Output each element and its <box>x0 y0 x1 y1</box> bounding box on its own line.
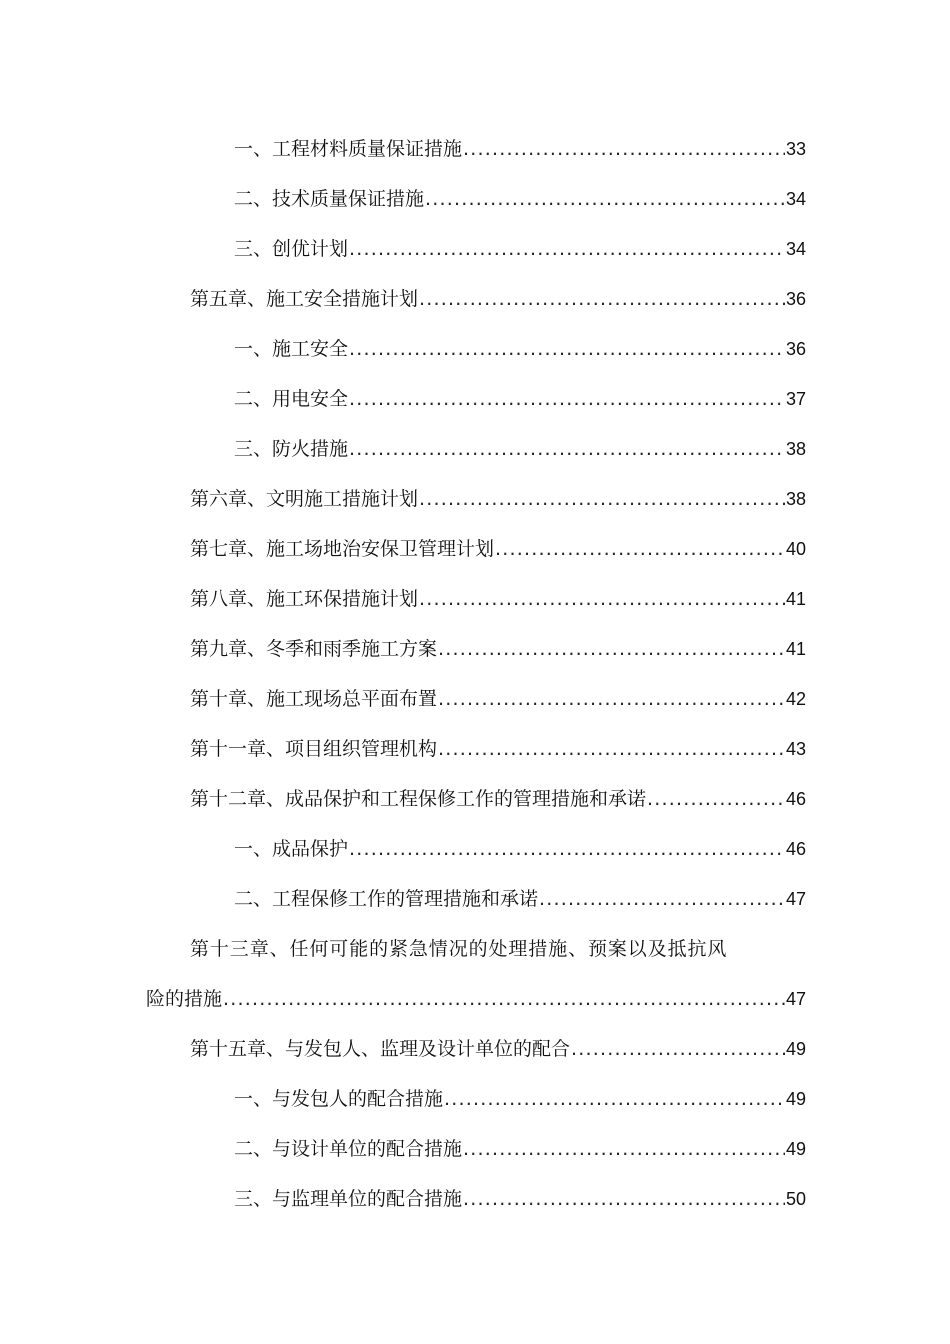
toc-page-number: 49 <box>785 1089 806 1109</box>
toc-dot-leader <box>438 724 785 774</box>
toc-entry-title: 三、防火措施 <box>234 438 349 460</box>
toc-dot-leader <box>438 624 785 674</box>
toc-entry-title: 第十一章、项目组织管理机构 <box>190 738 438 760</box>
toc-entry[interactable] <box>0 874 950 924</box>
toc-entry[interactable] <box>0 724 950 774</box>
toc-page-number: 33 <box>785 139 806 159</box>
toc-entry[interactable] <box>0 1124 950 1174</box>
toc-dot-leader <box>419 474 785 524</box>
toc-entry-title: 二、技术质量保证措施 <box>234 188 425 210</box>
toc-dot-leader <box>444 1074 785 1124</box>
toc-page-number: 41 <box>785 589 806 609</box>
toc-entry[interactable] <box>0 274 950 324</box>
toc-page-number: 36 <box>785 289 806 309</box>
toc-entry[interactable] <box>0 374 950 424</box>
toc-dot-leader <box>495 524 785 574</box>
toc-entry-title-line2: 险的措施 <box>146 988 223 1010</box>
toc-entry-title: 一、施工安全 <box>234 338 349 360</box>
toc-entry[interactable] <box>0 774 950 824</box>
toc-page-number: 46 <box>785 839 806 859</box>
toc-page-number: 34 <box>785 239 806 259</box>
toc-entry-title-line1: 第十三章、任何可能的紧急情况的处理措施、预案以及抵抗风 <box>190 938 728 960</box>
toc-entry-wrapped-second-line[interactable] <box>0 974 950 1024</box>
toc-entry-title: 一、成品保护 <box>234 838 349 860</box>
toc-entry-title: 一、与发包人的配合措施 <box>234 1088 444 1110</box>
toc-dot-leader <box>463 124 785 174</box>
toc-entry-wrapped-first-line[interactable] <box>0 924 950 974</box>
toc-entry[interactable] <box>0 174 950 224</box>
toc-entry-title: 二、工程保修工作的管理措施和承诺 <box>234 888 539 910</box>
toc-page-number: 36 <box>785 339 806 359</box>
toc-entry[interactable] <box>0 574 950 624</box>
toc-page-number: 47 <box>785 989 806 1009</box>
toc-entry-title: 第十二章、成品保护和工程保修工作的管理措施和承诺 <box>190 788 647 810</box>
toc-page-number: 49 <box>785 1139 806 1159</box>
toc-entry[interactable] <box>0 424 950 474</box>
toc-entry-title: 第十章、施工现场总平面布置 <box>190 688 438 710</box>
toc-entry[interactable] <box>0 224 950 274</box>
toc-dot-leader <box>419 274 785 324</box>
toc-entry-title: 第五章、施工安全措施计划 <box>190 288 419 310</box>
toc-dot-leader <box>349 424 785 474</box>
toc-entry[interactable] <box>0 824 950 874</box>
toc-dot-leader <box>349 824 785 874</box>
toc-page-number: 38 <box>785 489 806 509</box>
toc-dot-leader <box>463 1124 785 1174</box>
table-of-contents <box>0 124 950 1224</box>
toc-dot-leader <box>571 1024 785 1074</box>
toc-entry[interactable] <box>0 674 950 724</box>
toc-page-number: 50 <box>785 1189 806 1209</box>
toc-dot-leader <box>425 174 785 224</box>
toc-entry[interactable] <box>0 1024 950 1074</box>
toc-entry-title: 第八章、施工环保措施计划 <box>190 588 419 610</box>
toc-entry[interactable] <box>0 524 950 574</box>
toc-page-number: 41 <box>785 639 806 659</box>
toc-entry-title: 三、创优计划 <box>234 238 349 260</box>
toc-dot-leader <box>349 374 785 424</box>
toc-page-number: 43 <box>785 739 806 759</box>
toc-entry-title: 二、用电安全 <box>234 388 349 410</box>
toc-entry[interactable] <box>0 124 950 174</box>
toc-entry-title: 第九章、冬季和雨季施工方案 <box>190 638 438 660</box>
toc-entry[interactable] <box>0 624 950 674</box>
toc-dot-leader <box>539 874 785 924</box>
toc-entry[interactable] <box>0 1074 950 1124</box>
toc-dot-leader <box>349 324 785 374</box>
toc-page-number: 47 <box>785 889 806 909</box>
toc-dot-leader <box>438 674 785 724</box>
toc-entry[interactable] <box>0 474 950 524</box>
toc-dot-leader <box>419 574 785 624</box>
toc-entry-title: 第十五章、与发包人、监理及设计单位的配合 <box>190 1038 571 1060</box>
toc-page-number: 40 <box>785 539 806 559</box>
toc-entry-title: 三、与监理单位的配合措施 <box>234 1188 463 1210</box>
toc-dot-leader <box>223 974 785 1024</box>
toc-entry[interactable] <box>0 1174 950 1224</box>
toc-page-number: 37 <box>785 389 806 409</box>
toc-page-number: 46 <box>785 789 806 809</box>
toc-dot-leader <box>647 774 785 824</box>
toc-page-number: 42 <box>785 689 806 709</box>
toc-entry-title: 第六章、文明施工措施计划 <box>190 488 419 510</box>
toc-page-number: 38 <box>785 439 806 459</box>
toc-dot-leader <box>463 1174 785 1224</box>
toc-page-number: 34 <box>785 189 806 209</box>
toc-entry[interactable] <box>0 324 950 374</box>
toc-page-number: 49 <box>785 1039 806 1059</box>
toc-entry-title: 一、工程材料质量保证措施 <box>234 138 463 160</box>
toc-entry-title: 第七章、施工场地治安保卫管理计划 <box>190 538 495 560</box>
toc-entry-title: 二、与设计单位的配合措施 <box>234 1138 463 1160</box>
toc-dot-leader <box>349 224 785 274</box>
